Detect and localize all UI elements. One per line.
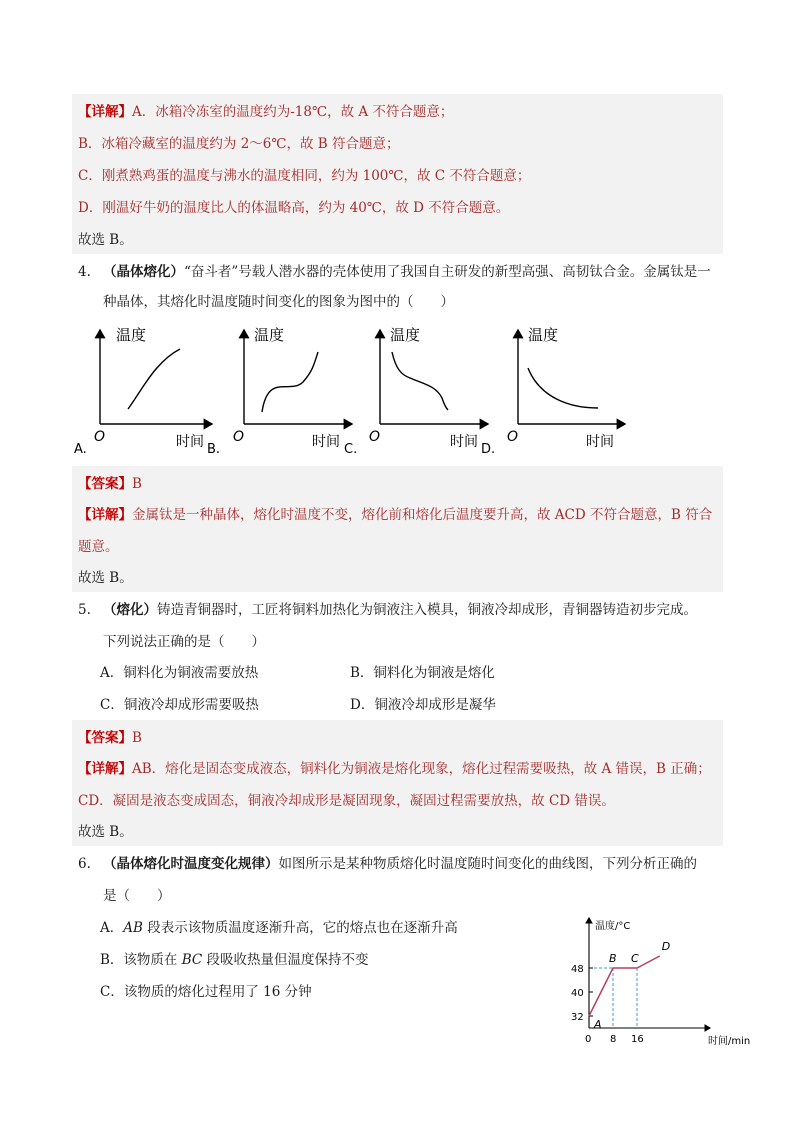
- melting-curve-chart: [560, 912, 760, 1052]
- answer-block-4: [72, 466, 723, 592]
- svg-text:时间: 时间: [586, 434, 614, 450]
- question-number: 5.: [78, 602, 91, 618]
- svg-text:O: O: [507, 429, 519, 445]
- svg-text:时间: 时间: [450, 434, 478, 450]
- answer-line: 【答案】B: [78, 476, 142, 492]
- explanation-line: CD．凝固是液态变成固态，铜液冷却成形是凝固现象，凝固过程需要放热，故 CD 错误。: [78, 793, 615, 809]
- x-axis-label: 时间/min: [708, 1036, 751, 1047]
- explanation-line: D．刚温好牛奶的温度比人的体温略高，约为 40℃，故 D 不符合题意。: [78, 200, 510, 216]
- question-number: 4.: [78, 264, 91, 280]
- option-b[interactable]: B．该物质在 BC 段吸收热量但温度保持不变: [100, 952, 369, 968]
- option-c[interactable]: C．该物质的熔化过程用了 16 分钟: [100, 984, 312, 1000]
- svg-text:温度: 温度: [254, 326, 285, 344]
- question-4-text: （晶体熔化）“奋斗者”号载人潜水器的壳体使用了我国自主研发的新型高强、高韧钛合金。金属钛是一: [103, 264, 711, 280]
- answer-block-5: [72, 720, 723, 846]
- x-tick-label: 8: [610, 1034, 617, 1045]
- answer-line: 【答案】B: [78, 730, 142, 746]
- option-d[interactable]: D．铜液冷却成形是凝华: [350, 697, 496, 713]
- point-label: B: [609, 952, 617, 965]
- question-number: 6.: [78, 856, 91, 872]
- point-label: C: [631, 952, 639, 965]
- svg-text:O: O: [369, 429, 381, 445]
- y-axis-label: 温度/°C: [595, 921, 631, 932]
- conclusion-line: 故选 B。: [78, 570, 133, 586]
- explanation-tag: 【详解】: [78, 104, 132, 120]
- svg-text:时间: 时间: [312, 434, 340, 450]
- svg-text:时间: 时间: [176, 434, 204, 450]
- option-a[interactable]: A．铜料化为铜液需要放热: [100, 665, 259, 681]
- question-5-text: 下列说法正确的是（ ）: [103, 634, 265, 650]
- point-label: A: [594, 1018, 602, 1031]
- svg-text:D.: D.: [481, 442, 496, 457]
- question-6-text: （晶体熔化时温度变化规律）如图所示是某种物质熔化时温度随时间变化的曲线图，下列分析正确的: [103, 856, 697, 872]
- graph-b: [207, 326, 352, 457]
- explanation-line: B．冰箱冷藏室的温度约为 2～6℃，故 B 符合题意；: [78, 136, 400, 152]
- point-label: D: [661, 940, 671, 953]
- conclusion-line: 故选 B。: [78, 824, 133, 840]
- graph-c: [344, 326, 488, 457]
- svg-text:温度: 温度: [390, 326, 421, 344]
- option-c[interactable]: C．铜液冷却成形需要吸热: [100, 697, 259, 713]
- x-tick-label: 0: [585, 1034, 592, 1045]
- q4-graph-options: [0, 318, 794, 458]
- question-5-text: （熔化）铸造青铜器时，工匠将铜料加热化为铜液注入模具，铜液冷却成形，青铜器铸造初步完成。: [103, 602, 697, 618]
- x-tick-label: 16: [631, 1034, 644, 1045]
- melting-curve: [589, 956, 660, 1016]
- explanation-line: 【详解】金属钛是一种晶体，熔化时温度不变，熔化前和熔化后温度要升高，故 ACD 不符合题意，B 符合: [78, 507, 713, 523]
- option-a[interactable]: A．AB 段表示该物质温度逐渐升高，它的熔点也在逐渐升高: [100, 920, 458, 936]
- svg-text:温度: 温度: [528, 326, 559, 344]
- explanation-line: 【详解】A．冰箱冷冻室的温度约为-18℃，故 A 不符合题意；: [78, 104, 454, 120]
- explanation-line: 题意。: [78, 539, 119, 555]
- svg-text:A.: A.: [74, 442, 87, 457]
- svg-text:温度: 温度: [116, 326, 147, 344]
- explanation-line: C．刚煮熟鸡蛋的温度与沸水的温度相同，约为 100℃，故 C 不符合题意；: [78, 168, 531, 184]
- svg-text:B.: B.: [207, 442, 221, 457]
- svg-text:C.: C.: [344, 442, 358, 457]
- graph-d: [481, 326, 625, 457]
- conclusion-line: 故选 B。: [78, 232, 133, 248]
- explanation-line: 【详解】AB．熔化是固态变成液态，铜料化为铜液是熔化现象，熔化过程需要吸热，故 A 错误，B 正确；: [78, 761, 711, 777]
- option-b[interactable]: B．铜料化为铜液是熔化: [350, 665, 495, 681]
- y-tick-label: 32: [571, 1012, 584, 1023]
- y-tick-label: 40: [571, 988, 584, 999]
- y-tick-label: 48: [571, 964, 584, 975]
- graph-a: [74, 326, 212, 457]
- svg-text:O: O: [94, 429, 106, 445]
- question-6-text: 是（ ）: [103, 888, 171, 904]
- svg-text:O: O: [233, 429, 245, 445]
- question-4-text: 种晶体，其熔化时温度随时间变化的图象为图中的（ ）: [103, 294, 454, 310]
